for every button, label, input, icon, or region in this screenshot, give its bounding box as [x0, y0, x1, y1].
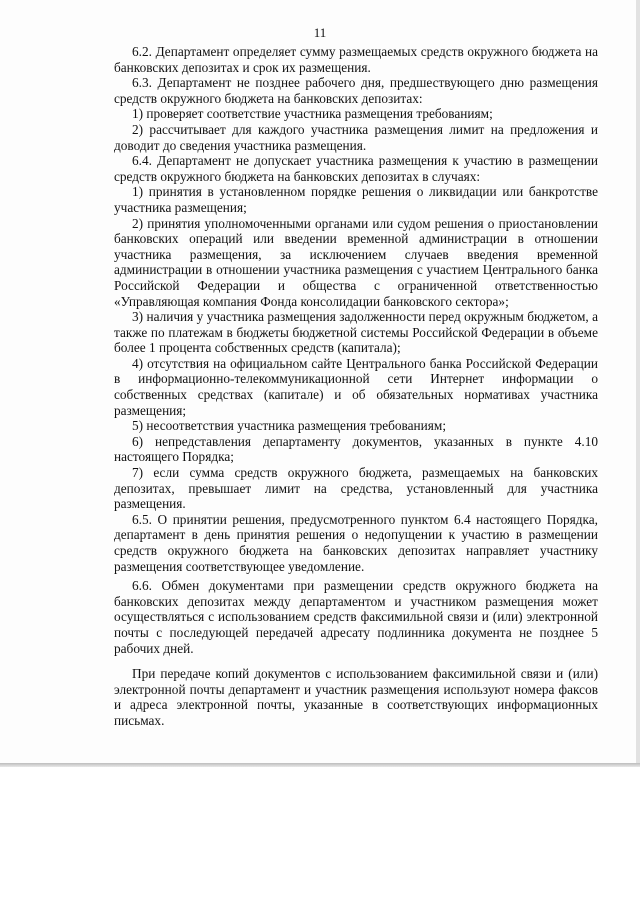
list-item-6-3-2: 2) рассчитывает для каждого участника размещения лимит на предложения и доводит до сведения участника размещения.: [114, 121, 598, 153]
list-item-6-4-5: 5) несоответствия участника размещения требованиям;: [132, 418, 447, 434]
list-item-6-3-1: 1) проверяет соответствие участника размещения требованиям;: [132, 106, 493, 122]
list-item-6-4-2: 2) принятия уполномоченными органами или судом решения о приостановлении банковских операций или введении временной администрации в отношении участника размещения, за исключением случаев введения временной администрации в отношении участника размещения с участием Центрального банка Российской Федерации и общества с ограниченной ответственностью «Управляющая компания Фонда консолидации банковского сектора»;: [114, 215, 598, 309]
paragraph-6-4: 6.4. Департамент не допускает участника размещения к участию в размещении средств окружного бюджета на банковских депозитах в случаях:: [114, 153, 598, 184]
list-item-6-4-1: 1) принятия в установленном порядке решения о ликвидации или банкротстве участника размещения;: [114, 184, 598, 215]
paragraph-6-5: 6.5. О принятии решения, предусмотренного пунктом 6.4 настоящего Порядка, департамент в день принятия решения о недопущении к участию в размещении средств окружного бюджета на банковских депозитах направляет участнику размещения соответствующее уведомление.: [114, 511, 598, 574]
paragraph-6-2: 6.2. Департамент определяет сумму размещаемых средств окружного бюджета на банковских депозитах и срок их размещения.: [114, 44, 598, 75]
page-edge-bottom: [0, 763, 640, 767]
list-item-6-4-3: 3) наличия у участника размещения задолженности перед окружным бюджетом, а также по платежам в бюджеты бюджетной системы Российской Федерации в объеме более 1 процента собственных средств (капитала);: [114, 309, 598, 356]
paragraph-6-6: 6.6. Обмен документами при размещении средств окружного бюджета на банковских депозитах между департаментом и участником размещения может осуществляться с использованием средств факсимильной связи и (или) электронной почты с последующей передачей адресату подлинника документа не позднее 5 рабочих дней.: [114, 578, 598, 656]
page-edge-right: [636, 0, 640, 765]
list-item-6-4-6: 6) непредставления департаменту документов, указанных в пункте 4.10 настоящего Порядка;: [114, 433, 598, 465]
list-item-6-4-7: 7) если сумма средств окружного бюджета, размещаемых на банковских депозитах, превышает лимит на средства, установленный для участника размещения.: [114, 465, 598, 512]
paragraph-fax-email: При передаче копий документов с использованием факсимильной связи и (или) электронной почты департамент и участник размещения используют номера факсов и адреса электронной почты, указанные в соответствующих информационных письмах.: [114, 666, 598, 728]
document-body: [114, 44, 598, 729]
list-item-6-4-4: 4) отсутствия на официальном сайте Центрального банка Российской Федерации в информационно-телекоммуникационной сети Интернет информации о собственных средствах (капитале) и об обязательных нормативах участника размещения;: [114, 355, 598, 418]
paragraph-6-3: 6.3. Департамент не позднее рабочего дня, предшествующего дню размещения средств окружного бюджета на банковских депозитах:: [114, 75, 598, 106]
page-number: 11: [313, 25, 327, 40]
